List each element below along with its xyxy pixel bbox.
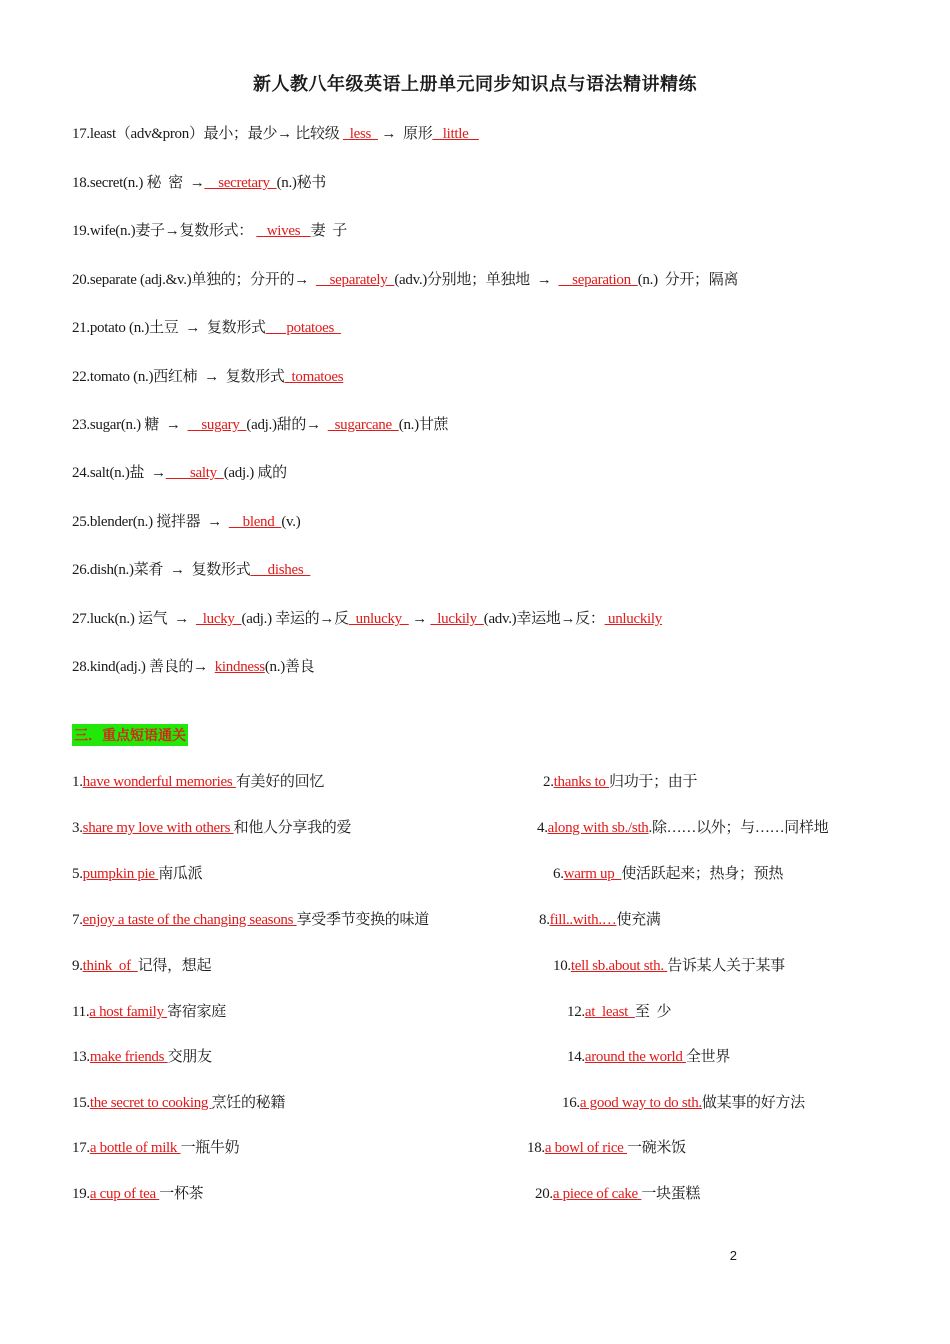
phrase-item <box>72 1045 212 1066</box>
phrase-number: 12. <box>567 1004 585 1020</box>
phrase-number: 10. <box>553 958 571 974</box>
answer-text: luckily <box>430 611 484 627</box>
phrase-english: a good way to do sth. <box>579 1095 702 1111</box>
phrase-english: a bottle of milk <box>89 1140 181 1156</box>
vocab-text: 20.separate (adj.&v.)单独的；分开的→ <box>72 272 316 288</box>
vocab-text: (v.) <box>281 514 301 530</box>
vocab-text: (n.)秘书 <box>276 175 327 191</box>
phrase-item <box>72 908 429 929</box>
phrase-item <box>567 1045 730 1066</box>
phrase-item <box>527 1136 686 1157</box>
phrase-number: 16. <box>562 1095 580 1111</box>
vocab-text: (adj.) 咸的 <box>223 465 287 481</box>
phrase-item <box>72 862 202 883</box>
phrase-chinese: 告诉某人关于某事 <box>667 958 785 974</box>
phrase-item <box>72 1136 239 1157</box>
phrase-number: 2. <box>543 774 554 790</box>
vocab-item <box>72 607 662 628</box>
phrase-english: share my love with others <box>82 820 234 836</box>
phrase-chinese: 一瓶牛奶 <box>180 1140 240 1156</box>
phrase-english: a piece of cake <box>552 1186 642 1202</box>
phrase-chinese: 全世界 <box>685 1049 731 1065</box>
phrase-item <box>72 770 324 791</box>
answer-text: little <box>432 126 479 142</box>
vocab-item <box>72 461 287 482</box>
phrase-chinese: 一碗米饭 <box>627 1140 686 1156</box>
answer-text: salty <box>165 465 224 481</box>
phrase-english: pumpkin pie <box>82 866 159 882</box>
vocab-text: 25.blender(n.) 搅拌器 → <box>72 514 229 530</box>
page-number: 2 <box>729 1248 737 1263</box>
phrase-item <box>72 816 351 837</box>
answer-text: lucky <box>195 611 242 627</box>
vocab-text: 17.least（adv&pron）最小；最少→ 比较级 <box>72 126 343 142</box>
phrase-english: at least <box>584 1004 635 1020</box>
phrase-item <box>72 954 211 975</box>
phrase-chinese: 和他人分享我的爱 <box>233 820 352 836</box>
phrase-english: along with sb./sth <box>547 820 649 836</box>
phrase-chinese: 一块蛋糕 <box>641 1186 701 1202</box>
phrase-number: 7. <box>72 912 83 928</box>
vocab-text: (adv.)幸运地→反： <box>483 611 605 627</box>
phrase-english: a bowl of rice <box>544 1140 627 1156</box>
phrase-number: 3. <box>72 820 83 836</box>
phrase-chinese: 归功于；由于 <box>609 774 698 790</box>
phrase-english: a host family <box>89 1004 168 1020</box>
vocab-text: (adj.)甜的→ <box>246 417 328 433</box>
phrase-item <box>562 1091 805 1112</box>
vocab-item <box>72 122 479 143</box>
phrase-chinese: 有美好的回忆 <box>235 774 325 790</box>
phrase-item <box>537 816 828 837</box>
phrase-english: tell sb.about sth. <box>570 958 668 974</box>
phrase-chinese: 烹饪的秘籍 <box>211 1095 286 1111</box>
phrase-item <box>535 1182 700 1203</box>
phrase-chinese: 记得，想起 <box>137 958 212 974</box>
phrase-chinese: 一杯茶 <box>159 1186 204 1202</box>
answer-text: less <box>342 126 378 142</box>
answer-text: tomatoes <box>284 369 344 385</box>
phrase-english: thanks to <box>553 774 609 790</box>
phrase-english: warm up <box>563 866 622 882</box>
phrase-chinese: 至 少 <box>634 1004 672 1020</box>
phrase-english: around the world <box>584 1049 686 1065</box>
phrase-number: 15. <box>72 1095 90 1111</box>
vocab-item <box>72 219 347 240</box>
vocab-item <box>72 365 343 386</box>
vocab-text: → 原形 <box>377 126 433 142</box>
phrase-chinese: .除……以外；与……同样地 <box>648 820 829 836</box>
vocab-item <box>72 510 300 531</box>
phrase-chinese: 南瓜派 <box>158 866 203 882</box>
phrase-item <box>543 770 697 791</box>
answer-text: unluckily <box>604 611 662 627</box>
vocab-text: (n.) 分开；隔离 <box>637 272 739 288</box>
phrase-english: make friends <box>89 1049 168 1065</box>
phrase-number: 1. <box>72 774 83 790</box>
vocab-text: 21.potato (n.)土豆 → 复数形式 <box>72 320 266 336</box>
answer-text: blend <box>228 514 282 530</box>
phrase-english: fill..with.… <box>549 912 617 928</box>
phrase-number: 17. <box>72 1140 90 1156</box>
phrase-number: 14. <box>567 1049 585 1065</box>
answer-text: kindness <box>214 659 265 675</box>
phrase-item <box>72 1000 226 1021</box>
phrase-english: a cup of tea <box>89 1186 160 1202</box>
phrase-chinese: 寄宿家庭 <box>167 1004 226 1020</box>
phrase-item <box>72 1182 203 1203</box>
vocab-text: 26.dish(n.)菜肴 → 复数形式 <box>72 562 251 578</box>
phrase-number: 8. <box>539 912 550 928</box>
page-title: 新人教八年级英语上册单元同步知识点与语法精讲精练 <box>253 74 697 95</box>
vocab-item <box>72 268 738 289</box>
section-heading: 三．重点短语通关 <box>72 724 188 746</box>
answer-text: separately <box>315 272 395 288</box>
phrase-item <box>553 862 783 883</box>
answer-text: potatoes <box>265 320 341 336</box>
vocab-text: → <box>408 611 431 627</box>
phrase-number: 4. <box>537 820 548 836</box>
phrase-item <box>72 1091 285 1112</box>
vocab-text: 22.tomato (n.)西红柿 → 复数形式 <box>72 369 285 385</box>
vocab-text: (adv.)分别地；单独地 → <box>394 272 559 288</box>
answer-text: unlucky <box>348 611 409 627</box>
answer-text: wives <box>256 223 311 239</box>
answer-text: dishes <box>250 562 311 578</box>
phrase-item <box>539 908 661 929</box>
answer-text: sugary <box>187 417 247 433</box>
vocab-text: 23.sugar(n.) 糖 → <box>72 417 188 433</box>
phrase-number: 13. <box>72 1049 90 1065</box>
answer-text: sugarcane <box>327 417 399 433</box>
phrase-english: enjoy a taste of the changing seasons <box>82 912 297 928</box>
vocab-item <box>72 655 314 676</box>
phrase-item <box>567 1000 671 1021</box>
vocab-text: (adj.) 幸运的→反 <box>241 611 349 627</box>
vocab-text: 18.secret(n.) 秘 密 → <box>72 175 205 191</box>
phrase-chinese: 使活跃起来；热身；预热 <box>621 866 784 882</box>
phrase-chinese: 交朋友 <box>167 1049 212 1065</box>
vocab-text: 24.salt(n.)盐 → <box>72 465 166 481</box>
phrase-chinese: 享受季节变换的味道 <box>296 912 429 928</box>
phrase-english: the secret to cooking <box>89 1095 212 1111</box>
vocab-item <box>72 558 310 579</box>
answer-text: separation <box>558 272 638 288</box>
answer-text: secretary <box>204 175 277 191</box>
vocab-text: 19.wife(n.)妻子→复数形式： <box>72 223 257 239</box>
vocab-text: (n.)甘蔗 <box>398 417 449 433</box>
phrase-number: 18. <box>527 1140 545 1156</box>
phrase-number: 9. <box>72 958 83 974</box>
phrase-number: 20. <box>535 1186 553 1202</box>
phrase-number: 5. <box>72 866 83 882</box>
vocab-item <box>72 413 448 434</box>
phrase-chinese: 做某事的好方法 <box>701 1095 805 1111</box>
phrase-english: have wonderful memories <box>82 774 236 790</box>
vocab-item <box>72 316 341 337</box>
phrase-number: 6. <box>553 866 564 882</box>
phrase-chinese: 使充满 <box>616 912 661 928</box>
vocab-text: 28.kind(adj.) 善良的→ <box>72 659 215 675</box>
vocab-text: 妻 子 <box>310 223 347 239</box>
vocab-text: (n.)善良 <box>264 659 315 675</box>
vocab-text: 27.luck(n.) 运气 → <box>72 611 196 627</box>
phrase-number: 11. <box>72 1004 90 1020</box>
vocab-item <box>72 171 326 192</box>
phrase-number: 19. <box>72 1186 90 1202</box>
phrase-english: think of <box>82 958 138 974</box>
phrase-item <box>553 954 785 975</box>
